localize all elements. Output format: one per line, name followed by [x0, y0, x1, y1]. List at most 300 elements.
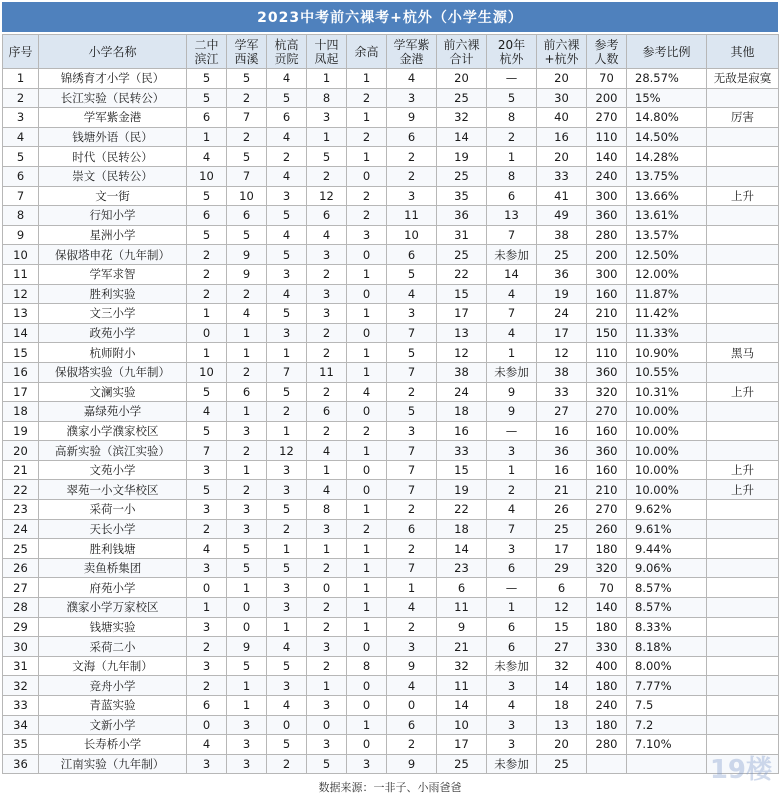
- ratio-cell: 15%: [627, 88, 707, 108]
- table-cell: 4: [387, 69, 437, 89]
- table-cell: 2: [227, 480, 267, 500]
- table-cell: 0: [227, 598, 267, 618]
- table-cell: 未参加: [487, 362, 537, 382]
- table-cell: 3: [347, 754, 387, 774]
- table-cell: 240: [587, 166, 627, 186]
- table-cell: 3: [267, 578, 307, 598]
- table-cell: 未参加: [487, 245, 537, 265]
- table-cell: 10: [227, 186, 267, 206]
- table-row: [3, 186, 779, 206]
- table-cell: 19: [437, 147, 487, 167]
- column-header: 余高: [347, 35, 387, 69]
- table-cell: 4: [187, 402, 227, 422]
- table-cell: 3: [387, 421, 437, 441]
- table-cell: 360: [587, 362, 627, 382]
- ratio-cell: 13.61%: [627, 206, 707, 226]
- table-cell: 3: [227, 754, 267, 774]
- table-cell: 5: [187, 421, 227, 441]
- table-row: [3, 402, 779, 422]
- school-name-cell: 胜利钱塘: [39, 539, 187, 559]
- table-cell: 12: [307, 186, 347, 206]
- remark-cell: [707, 441, 779, 461]
- table-cell: 28: [3, 598, 39, 618]
- table-cell: 5: [387, 343, 437, 363]
- ratio-cell: 8.18%: [627, 637, 707, 657]
- table-cell: 13: [537, 715, 587, 735]
- table-cell: 9: [437, 617, 487, 637]
- table-cell: 1: [347, 69, 387, 89]
- column-header: 20年 杭外: [487, 35, 537, 69]
- remark-cell: [707, 245, 779, 265]
- school-name-cell: 府苑小学: [39, 578, 187, 598]
- table-cell: 5: [267, 500, 307, 520]
- remark-cell: 上升: [707, 460, 779, 480]
- table-cell: 3: [187, 460, 227, 480]
- remark-cell: [707, 225, 779, 245]
- table-cell: 7: [387, 480, 437, 500]
- table-cell: 7: [227, 166, 267, 186]
- table-cell: 25: [437, 166, 487, 186]
- table-cell: 15: [437, 284, 487, 304]
- remark-cell: 上升: [707, 382, 779, 402]
- table-cell: 6: [187, 108, 227, 128]
- table-cell: 5: [187, 225, 227, 245]
- table-row: [3, 460, 779, 480]
- ratio-cell: 11.33%: [627, 323, 707, 343]
- table-cell: 260: [587, 519, 627, 539]
- table-cell: 3: [387, 304, 437, 324]
- table-cell: 4: [227, 304, 267, 324]
- table-cell: 7: [3, 186, 39, 206]
- table-cell: 3: [307, 735, 347, 755]
- table-cell: 3: [307, 637, 347, 657]
- remark-cell: 上升: [707, 480, 779, 500]
- table-cell: 33: [3, 696, 39, 716]
- table-cell: 2: [387, 539, 437, 559]
- ratio-cell: 28.57%: [627, 69, 707, 89]
- table-row: [3, 480, 779, 500]
- column-header: 参考 人数: [587, 35, 627, 69]
- table-cell: 12: [537, 598, 587, 618]
- table-cell: 160: [587, 460, 627, 480]
- table-cell: 7: [487, 519, 537, 539]
- table-row: [3, 264, 779, 284]
- remark-cell: [707, 304, 779, 324]
- school-name-cell: 保俶塔实验（九年制）: [39, 362, 187, 382]
- table-cell: 11: [437, 598, 487, 618]
- table-cell: 2: [387, 617, 437, 637]
- column-header: 小学名称: [39, 35, 187, 69]
- table-row: [3, 715, 779, 735]
- table-cell: 16: [537, 127, 587, 147]
- table-cell: 15: [437, 460, 487, 480]
- school-name-cell: 文海（九年制）: [39, 656, 187, 676]
- table-cell: 4: [3, 127, 39, 147]
- table-row: [3, 676, 779, 696]
- table-cell: 9: [227, 637, 267, 657]
- table-cell: 4: [267, 69, 307, 89]
- table-cell: 3: [487, 715, 537, 735]
- table-cell: 11: [387, 206, 437, 226]
- table-cell: 1: [267, 343, 307, 363]
- table-cell: 5: [227, 656, 267, 676]
- school-name-cell: 钱塘实验: [39, 617, 187, 637]
- table-cell: 6: [387, 245, 437, 265]
- table-cell: 1: [487, 598, 537, 618]
- table-cell: 18: [437, 519, 487, 539]
- table-cell: 8: [307, 500, 347, 520]
- table-cell: 5: [187, 88, 227, 108]
- remark-cell: 上升: [707, 186, 779, 206]
- table-cell: 160: [587, 284, 627, 304]
- table-cell: 3: [227, 421, 267, 441]
- school-name-cell: 文一街: [39, 186, 187, 206]
- table-cell: 22: [437, 264, 487, 284]
- table-cell: 200: [587, 245, 627, 265]
- table-cell: 16: [437, 421, 487, 441]
- table-body: [3, 69, 779, 774]
- table-cell: 17: [437, 735, 487, 755]
- remark-cell: [707, 421, 779, 441]
- table-cell: 3: [387, 186, 437, 206]
- ratio-cell: 14.80%: [627, 108, 707, 128]
- table-cell: 31: [437, 225, 487, 245]
- table-cell: 5: [267, 245, 307, 265]
- school-name-cell: 星洲小学: [39, 225, 187, 245]
- table-cell: 70: [587, 578, 627, 598]
- school-name-cell: 文澜实验: [39, 382, 187, 402]
- table-row: [3, 696, 779, 716]
- table-cell: 6: [307, 402, 347, 422]
- table-cell: 160: [587, 421, 627, 441]
- ratio-cell: 11.42%: [627, 304, 707, 324]
- table-cell: 19: [437, 480, 487, 500]
- table-row: [3, 539, 779, 559]
- table-cell: 110: [587, 127, 627, 147]
- table-cell: 2: [347, 206, 387, 226]
- table-row: [3, 147, 779, 167]
- table-cell: 40: [537, 108, 587, 128]
- remark-cell: [707, 637, 779, 657]
- remark-cell: [707, 519, 779, 539]
- table-cell: 0: [347, 637, 387, 657]
- remark-cell: [707, 676, 779, 696]
- table-cell: 12: [437, 343, 487, 363]
- header-row: [3, 35, 779, 69]
- table-cell: 6: [307, 206, 347, 226]
- ratio-cell: 9.62%: [627, 500, 707, 520]
- ratio-cell: 8.00%: [627, 656, 707, 676]
- table-cell: 25: [437, 754, 487, 774]
- table-cell: 32: [437, 656, 487, 676]
- table-cell: 8: [347, 656, 387, 676]
- table-cell: 24: [537, 304, 587, 324]
- table-title: 2023中考前六裸考+杭外（小学生源）: [2, 2, 778, 32]
- table-cell: 3: [267, 323, 307, 343]
- table-cell: 2: [267, 754, 307, 774]
- table-cell: 4: [347, 382, 387, 402]
- ratio-cell: 10.00%: [627, 441, 707, 461]
- table-cell: 2: [227, 284, 267, 304]
- school-name-cell: 高新实验（滨江实验）: [39, 441, 187, 461]
- table-cell: 32: [537, 656, 587, 676]
- ratio-cell: 8.57%: [627, 578, 707, 598]
- table-cell: 15: [3, 343, 39, 363]
- table-cell: 4: [187, 735, 227, 755]
- table-cell: —: [487, 578, 537, 598]
- table-cell: 1: [347, 108, 387, 128]
- table-cell: 1: [227, 676, 267, 696]
- remark-cell: [707, 598, 779, 618]
- table-cell: 0: [187, 578, 227, 598]
- table-cell: 1: [187, 598, 227, 618]
- table-row: [3, 166, 779, 186]
- table-cell: 3: [307, 519, 347, 539]
- table-cell: 未参加: [487, 754, 537, 774]
- table-cell: 1: [307, 460, 347, 480]
- watermark-logo: 19楼: [709, 754, 772, 785]
- table-cell: 2: [227, 441, 267, 461]
- table-cell: 2: [387, 382, 437, 402]
- table-cell: 33: [537, 382, 587, 402]
- table-cell: 3: [487, 676, 537, 696]
- table-cell: 2: [387, 166, 437, 186]
- table-cell: 6: [187, 206, 227, 226]
- ratio-cell: 7.2: [627, 715, 707, 735]
- remark-cell: [707, 264, 779, 284]
- table-cell: 1: [267, 539, 307, 559]
- table-row: [3, 69, 779, 89]
- table-cell: 25: [537, 245, 587, 265]
- table-cell: 9: [387, 754, 437, 774]
- table-cell: 1: [267, 617, 307, 637]
- table-cell: 2: [267, 147, 307, 167]
- ratio-cell: 9.61%: [627, 519, 707, 539]
- table-cell: 0: [307, 715, 347, 735]
- table-cell: 25: [3, 539, 39, 559]
- table-cell: 5: [227, 69, 267, 89]
- table-cell: 270: [587, 108, 627, 128]
- school-name-cell: 杭师附小: [39, 343, 187, 363]
- table-cell: 3: [487, 735, 537, 755]
- remark-cell: [707, 127, 779, 147]
- table-cell: 5: [187, 382, 227, 402]
- table-cell: 6: [3, 166, 39, 186]
- table-cell: 10: [3, 245, 39, 265]
- table-cell: 2: [347, 186, 387, 206]
- table-row: [3, 245, 779, 265]
- table-cell: 18: [437, 402, 487, 422]
- table-cell: 4: [267, 225, 307, 245]
- remark-cell: [707, 656, 779, 676]
- table-cell: 24: [3, 519, 39, 539]
- remark-cell: 厉害: [707, 108, 779, 128]
- table-cell: 23: [3, 500, 39, 520]
- table-cell: 12: [537, 343, 587, 363]
- table-cell: 2: [227, 88, 267, 108]
- table-cell: 2: [307, 343, 347, 363]
- ratio-cell: 10.00%: [627, 421, 707, 441]
- table-cell: 36: [3, 754, 39, 774]
- school-name-cell: 江南实验（九年制）: [39, 754, 187, 774]
- table-cell: 8: [487, 108, 537, 128]
- remark-cell: [707, 500, 779, 520]
- remark-cell: [707, 617, 779, 637]
- table-cell: 12: [3, 284, 39, 304]
- table-cell: 38: [537, 362, 587, 382]
- table-cell: 2: [307, 656, 347, 676]
- table-cell: 36: [537, 264, 587, 284]
- table-cell: 9: [227, 245, 267, 265]
- table-cell: 4: [387, 676, 437, 696]
- remark-cell: 黑马: [707, 343, 779, 363]
- table-cell: 2: [347, 421, 387, 441]
- table-cell: 150: [587, 323, 627, 343]
- table-cell: 4: [307, 225, 347, 245]
- table-cell: 3: [187, 754, 227, 774]
- table-cell: 4: [487, 696, 537, 716]
- table-cell: 1: [347, 500, 387, 520]
- table-cell: 140: [587, 147, 627, 167]
- table-cell: 1: [227, 343, 267, 363]
- table-cell: 7: [387, 441, 437, 461]
- table-row: [3, 323, 779, 343]
- table-cell: 5: [307, 754, 347, 774]
- table-cell: 3: [227, 735, 267, 755]
- table-cell: 14: [537, 676, 587, 696]
- table-cell: 3: [487, 441, 537, 461]
- table-row: [3, 382, 779, 402]
- table-cell: 11: [3, 264, 39, 284]
- column-header: 前六裸 +杭外: [537, 35, 587, 69]
- table-cell: 0: [347, 284, 387, 304]
- table-cell: 320: [587, 382, 627, 402]
- ratio-cell: 11.87%: [627, 284, 707, 304]
- table-cell: 180: [587, 617, 627, 637]
- school-name-cell: 采荷一小: [39, 500, 187, 520]
- table-cell: 3: [307, 284, 347, 304]
- table-cell: 22: [437, 500, 487, 520]
- table-cell: 3: [267, 676, 307, 696]
- table-cell: 3: [307, 108, 347, 128]
- table-cell: 33: [437, 441, 487, 461]
- table-cell: 4: [487, 500, 537, 520]
- table-cell: 2: [187, 284, 227, 304]
- table-cell: 16: [537, 460, 587, 480]
- table-cell: 2: [307, 617, 347, 637]
- school-name-cell: 采荷二小: [39, 637, 187, 657]
- table-cell: 2: [307, 382, 347, 402]
- table-cell: 2: [267, 402, 307, 422]
- table-cell: 18: [3, 402, 39, 422]
- table-cell: 5: [267, 206, 307, 226]
- ratio-cell: 13.66%: [627, 186, 707, 206]
- ratio-cell: 7.77%: [627, 676, 707, 696]
- table-cell: 14: [3, 323, 39, 343]
- table-cell: 2: [187, 245, 227, 265]
- table-cell: 2: [307, 558, 347, 578]
- school-name-cell: 卖鱼桥集团: [39, 558, 187, 578]
- table-cell: 7: [187, 441, 227, 461]
- table-row: [3, 519, 779, 539]
- school-name-cell: 嘉绿苑小学: [39, 402, 187, 422]
- table-cell: 30: [537, 88, 587, 108]
- table-cell: 5: [387, 264, 437, 284]
- table-cell: 1: [307, 539, 347, 559]
- table-cell: 360: [587, 206, 627, 226]
- school-name-cell: 学军紫金港: [39, 108, 187, 128]
- school-name-cell: 胜利实验: [39, 284, 187, 304]
- table-cell: 300: [587, 264, 627, 284]
- table-cell: 5: [307, 147, 347, 167]
- table-cell: 23: [437, 558, 487, 578]
- ratio-cell: 7.5: [627, 696, 707, 716]
- table-cell: 29: [537, 558, 587, 578]
- table-cell: 10: [387, 225, 437, 245]
- table-cell: 18: [537, 696, 587, 716]
- table-cell: 0: [347, 676, 387, 696]
- table-cell: 未参加: [487, 656, 537, 676]
- table-cell: 2: [187, 519, 227, 539]
- table-cell: 32: [437, 108, 487, 128]
- column-header: 杭高 贡院: [267, 35, 307, 69]
- table-cell: 7: [387, 558, 437, 578]
- table-cell: 14: [437, 127, 487, 147]
- table-cell: 7: [387, 362, 437, 382]
- table-cell: 320: [587, 558, 627, 578]
- table-cell: 17: [537, 323, 587, 343]
- table-cell: 3: [267, 186, 307, 206]
- table-cell: 1: [307, 676, 347, 696]
- data-source: 数据来源：一非子、小雨爸爸: [318, 781, 462, 794]
- school-name-cell: 政苑小学: [39, 323, 187, 343]
- table-cell: 5: [267, 735, 307, 755]
- table-cell: 0: [347, 245, 387, 265]
- ratio-cell: 10.90%: [627, 343, 707, 363]
- table-cell: 0: [347, 480, 387, 500]
- table-cell: 21: [3, 460, 39, 480]
- remark-cell: [707, 284, 779, 304]
- table-cell: 1: [187, 343, 227, 363]
- remark-cell: [707, 696, 779, 716]
- table-cell: 4: [387, 284, 437, 304]
- table-cell: 0: [347, 735, 387, 755]
- table-cell: 25: [537, 754, 587, 774]
- ratio-cell: 10.00%: [627, 460, 707, 480]
- table-cell: 200: [587, 88, 627, 108]
- table-cell: 2: [307, 264, 347, 284]
- table-cell: 4: [187, 539, 227, 559]
- table-cell: 20: [537, 735, 587, 755]
- table-cell: 17: [3, 382, 39, 402]
- remark-cell: [707, 402, 779, 422]
- table-cell: 3: [307, 696, 347, 716]
- table-cell: 0: [307, 578, 347, 598]
- table-cell: 3: [227, 715, 267, 735]
- table-cell: 5: [267, 656, 307, 676]
- table-cell: 1: [347, 578, 387, 598]
- table-cell: 2: [307, 598, 347, 618]
- table-cell: 3: [487, 539, 537, 559]
- table-cell: 180: [587, 676, 627, 696]
- ratio-cell: 12.50%: [627, 245, 707, 265]
- table-row: [3, 108, 779, 128]
- table-cell: 5: [387, 402, 437, 422]
- table-row: [3, 127, 779, 147]
- table-cell: 22: [3, 480, 39, 500]
- table-cell: 4: [307, 441, 347, 461]
- ratio-cell: 10.00%: [627, 480, 707, 500]
